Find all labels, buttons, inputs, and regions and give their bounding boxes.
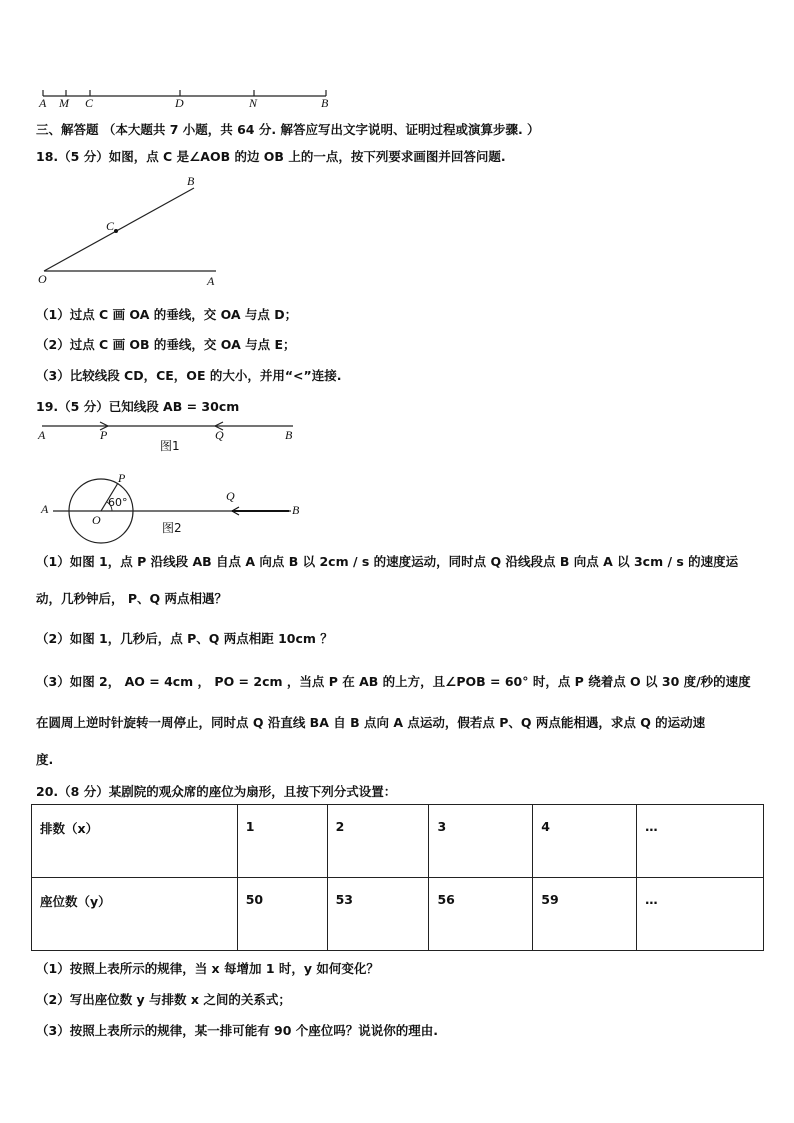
- table-cell: 排数（x）: [32, 805, 238, 878]
- q19-item-3-line-2: 在圆周上逆时针旋转一周停止，同时点 Q 沿直线 BA 自 B 点向 A 点运动，假若点 P、Q 两点能相遇，求点 Q 的运动速: [36, 715, 706, 730]
- q20-item-1: （1）按照上表所示的规律，当 x 每增加 1 时，y 如何变化？: [36, 961, 379, 976]
- table-cell: 2: [327, 805, 429, 878]
- q20-table: [31, 804, 764, 951]
- q18-item-2: （2）过点 C 画 OB 的垂线，交 OA 与点 E；: [36, 337, 296, 352]
- q18-item-1: （1）过点 C 画 OA 的垂线，交 OA 与点 D；: [36, 307, 298, 322]
- q19-fig2-label-p: P: [118, 471, 126, 485]
- q19-item-3-line-3: 度.: [36, 752, 54, 767]
- q19-fig2-svg: [0, 0, 794, 540]
- table-cell: 53: [327, 878, 429, 951]
- q19-fig2-label-a: A: [41, 502, 49, 516]
- table-cell: 座位数（y）: [32, 878, 238, 951]
- point-label-a: A: [39, 96, 47, 110]
- q19-fig1-label-b: B: [285, 428, 293, 442]
- q19-fig2-label-q: Q: [226, 489, 235, 503]
- q19-fig2-label-b: B: [292, 503, 300, 517]
- q19-stem: 19.（5 分）已知线段 AB = 30cm: [36, 399, 240, 414]
- table-cell: 59: [533, 878, 637, 951]
- q19-fig1-label-a: A: [38, 428, 46, 442]
- section-heading: 三、解答题 （本大题共 7 小题，共 64 分. 解答应写出文字说明、证明过程或演算步骤. ）: [36, 122, 540, 137]
- q19-item-2: （2）如图 1，几秒后，点 P、Q 两点相距 10cm ？: [36, 631, 333, 646]
- table-row: [32, 878, 764, 951]
- table-row: [32, 805, 764, 878]
- table-cell: 4: [533, 805, 637, 878]
- q18-item-3: （3）比较线段 CD，CE，OE 的大小，并用“<”连接.: [36, 368, 342, 383]
- q19-fig1-caption: 图1: [160, 439, 180, 453]
- q18-label-c: C: [106, 219, 115, 233]
- q18-label-o: O: [38, 272, 47, 286]
- q19-fig2-caption: 图2: [162, 521, 182, 535]
- q19-item-1-line-1: （1）如图 1，点 P 沿线段 AB 自点 A 向点 B 以 2cm / s 的速度运动，同时点 Q 沿线段点 B 向点 A 以 3cm / s 的速度运: [36, 554, 739, 569]
- point-label-b: B: [321, 96, 329, 110]
- table-cell: …: [637, 878, 764, 951]
- q19-fig2-angle-label: 60°: [108, 496, 128, 509]
- point-label-c: C: [85, 96, 94, 110]
- table-cell: 50: [237, 878, 327, 951]
- point-label-m: M: [59, 96, 69, 110]
- q20-stem: 20.（8 分）某剧院的观众席的座位为扇形，且按下列分式设置：: [36, 784, 397, 799]
- table-cell: …: [637, 805, 764, 878]
- point-label-d: D: [175, 96, 184, 110]
- q19-fig1-label-p: P: [100, 428, 108, 442]
- q19-fig1-label-q: Q: [215, 428, 224, 442]
- q18-label-b: B: [187, 174, 195, 188]
- table-cell: 56: [429, 878, 533, 951]
- point-label-n: N: [249, 96, 258, 110]
- table-cell: 3: [429, 805, 533, 878]
- q18-label-a: A: [207, 274, 215, 288]
- q20-item-3: （3）按照上表所示的规律，某一排可能有 90 个座位吗？说说你的理由.: [36, 1023, 439, 1038]
- q20-item-2: （2）写出座位数 y 与排数 x 之间的关系式；: [36, 992, 291, 1007]
- table-cell: 1: [237, 805, 327, 878]
- q19-item-3-line-1: （3）如图 2， AO = 4cm ， PO = 2cm ，当点 P 在 AB 的上方，且∠POB = 60° 时，点 P 绕着点 O 以 30 度/秒的速度: [36, 674, 751, 689]
- q18-stem: 18.（5 分）如图，点 C 是∠AOB 的边 OB 上的一点，按下列要求画图并回答问题.: [36, 149, 506, 164]
- q19-item-1-line-2: 动，几秒钟后， P、Q 两点相遇？: [36, 591, 227, 606]
- q19-fig2-label-o: O: [92, 513, 101, 527]
